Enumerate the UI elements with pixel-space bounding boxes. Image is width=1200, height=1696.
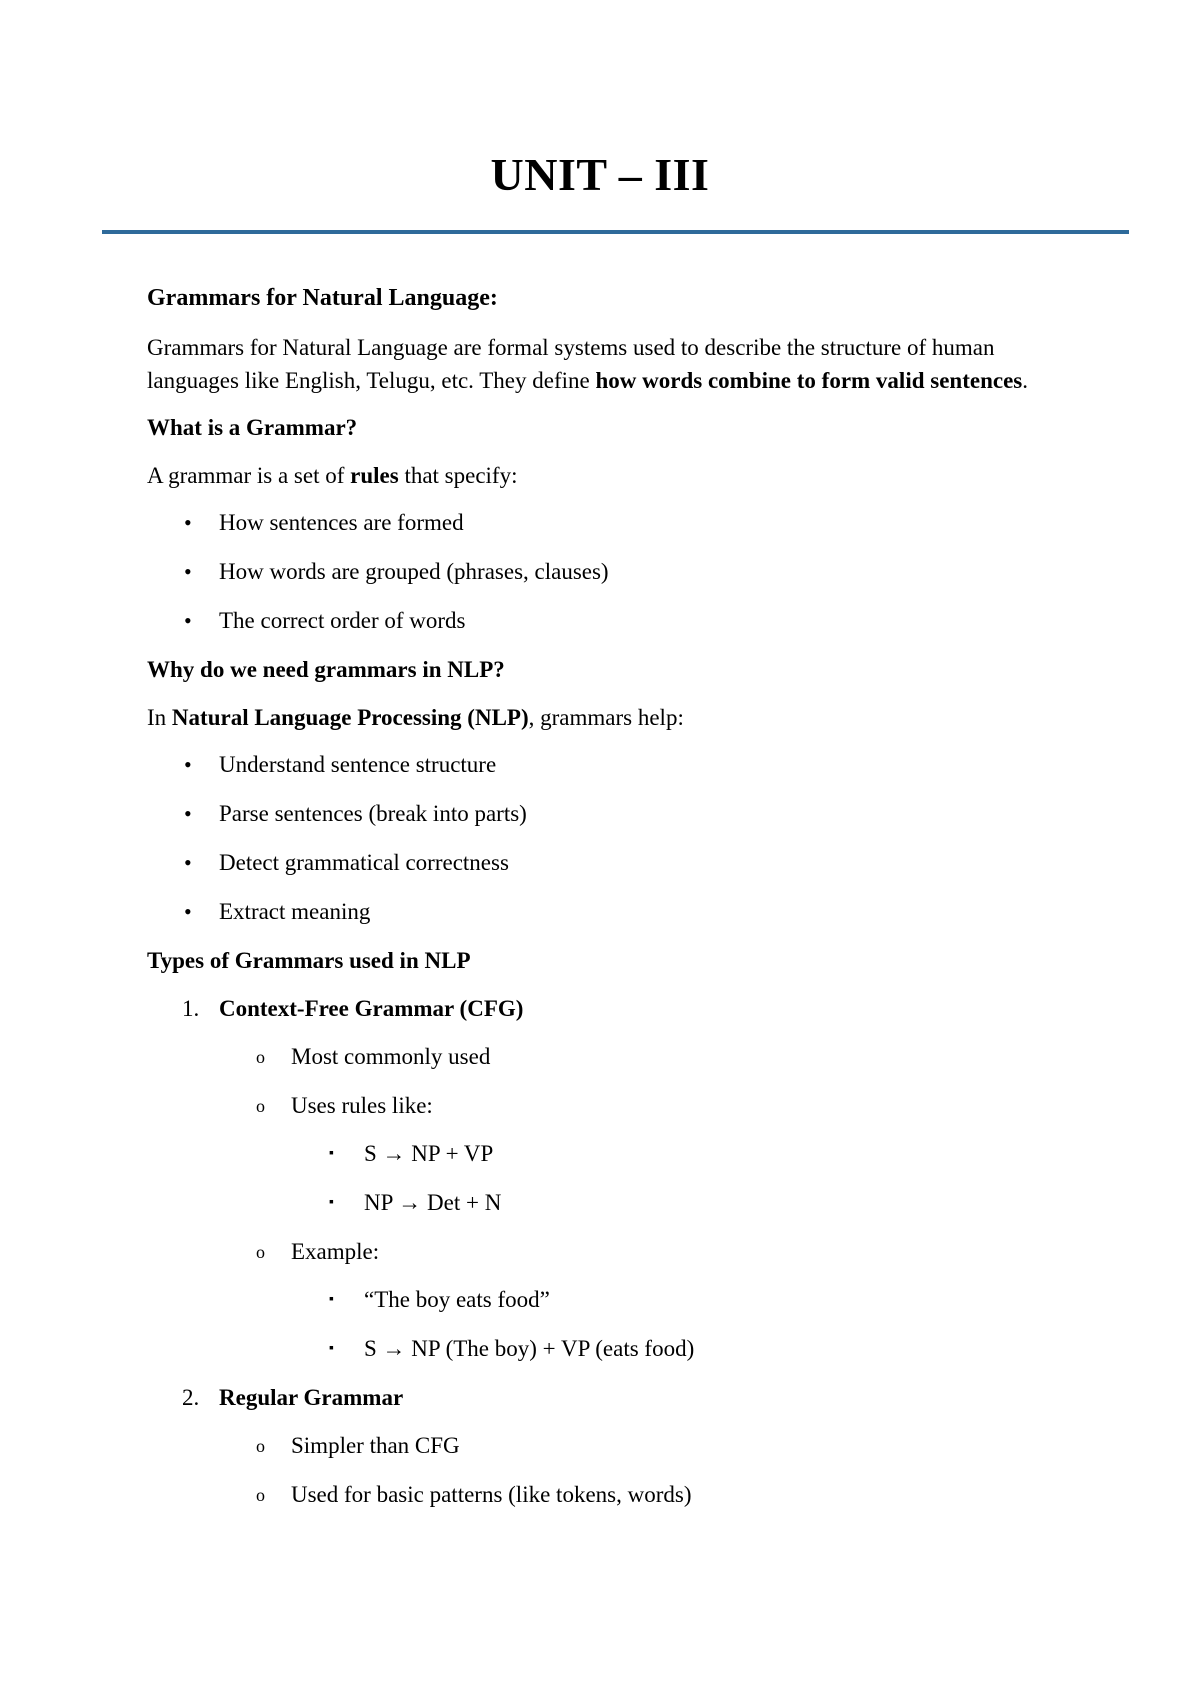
cfg-title: Context-Free Grammar (CFG) <box>219 996 524 1021</box>
title-divider <box>102 230 1129 234</box>
list-item: o Used for basic patterns (like tokens, words) <box>219 1478 1067 1511</box>
list-number: 2. <box>182 1385 200 1410</box>
what-is-lead: A grammar is a set of rules that specify: <box>147 463 518 488</box>
bullet-icon: • <box>184 559 192 584</box>
list-item: ▪ NP → Det + N <box>291 1186 1067 1219</box>
list-item: • Understand sentence structure <box>147 748 1067 781</box>
square-bullet-icon: ▪ <box>329 1195 334 1210</box>
bullet-icon: • <box>184 608 192 633</box>
regular-title: Regular Grammar <box>219 1385 404 1410</box>
square-bullet-icon: ▪ <box>329 1341 334 1356</box>
why-list <box>147 748 1067 928</box>
circle-bullet-icon: o <box>256 1096 265 1116</box>
list-item: o Example: ▪ “The boy eats food” ▪ S → NP (The boy) + VP (eats food) <box>219 1235 1067 1365</box>
list-item: o Most commonly used <box>219 1040 1067 1073</box>
cfg-sublist <box>219 1040 1067 1365</box>
bullet-icon: • <box>184 899 192 924</box>
document-body <box>147 282 1067 1527</box>
list-item: ▪ S → NP (The boy) + VP (eats food) <box>291 1332 1067 1365</box>
list-item: • How words are grouped (phrases, clauses) <box>147 555 1067 588</box>
bullet-icon: • <box>184 850 192 875</box>
cfg-examples-list <box>291 1283 1067 1365</box>
cfg-rules-list <box>291 1137 1067 1219</box>
list-item: • Parse sentences (break into parts) <box>147 797 1067 830</box>
page-title: UNIT – III <box>490 149 710 200</box>
section-heading: Grammars for Natural Language: <box>147 285 498 311</box>
list-number: 1. <box>182 996 200 1021</box>
list-item: • Detect grammatical correctness <box>147 846 1067 879</box>
bullet-icon: • <box>184 510 192 535</box>
intro-paragraph: Grammars for Natural Language are formal systems used to describe the structure of human languages like English, Telugu, etc. They define how words combine to form valid sentences. <box>147 335 1028 393</box>
list-item: o Simpler than CFG <box>219 1429 1067 1462</box>
list-item: o Uses rules like: ▪ S → NP + VP ▪ NP → Det + N <box>219 1089 1067 1219</box>
intro-emphasis: how words combine to form valid sentences <box>595 368 1023 393</box>
list-item: ▪ S → NP + VP <box>291 1137 1067 1170</box>
why-heading: Why do we need grammars in NLP? <box>147 657 505 682</box>
regular-sublist <box>219 1429 1067 1511</box>
cfg-item <box>147 992 1067 1365</box>
circle-bullet-icon: o <box>256 1485 265 1505</box>
square-bullet-icon: ▪ <box>329 1146 334 1161</box>
what-is-heading: What is a Grammar? <box>147 415 358 440</box>
bullet-icon: • <box>184 752 192 777</box>
what-is-list <box>147 506 1067 637</box>
why-lead: In Natural Language Processing (NLP), grammars help: <box>147 705 684 730</box>
list-item: • The correct order of words <box>147 604 1067 637</box>
circle-bullet-icon: o <box>256 1436 265 1456</box>
circle-bullet-icon: o <box>256 1047 265 1067</box>
types-list <box>147 992 1067 1511</box>
list-item: • How sentences are formed <box>147 506 1067 539</box>
square-bullet-icon: ▪ <box>329 1292 334 1307</box>
regular-item <box>147 1381 1067 1511</box>
types-heading: Types of Grammars used in NLP <box>147 948 471 973</box>
list-item: • Extract meaning <box>147 895 1067 928</box>
list-item: ▪ “The boy eats food” <box>291 1283 1067 1316</box>
circle-bullet-icon: o <box>256 1242 265 1262</box>
bullet-icon: • <box>184 801 192 826</box>
